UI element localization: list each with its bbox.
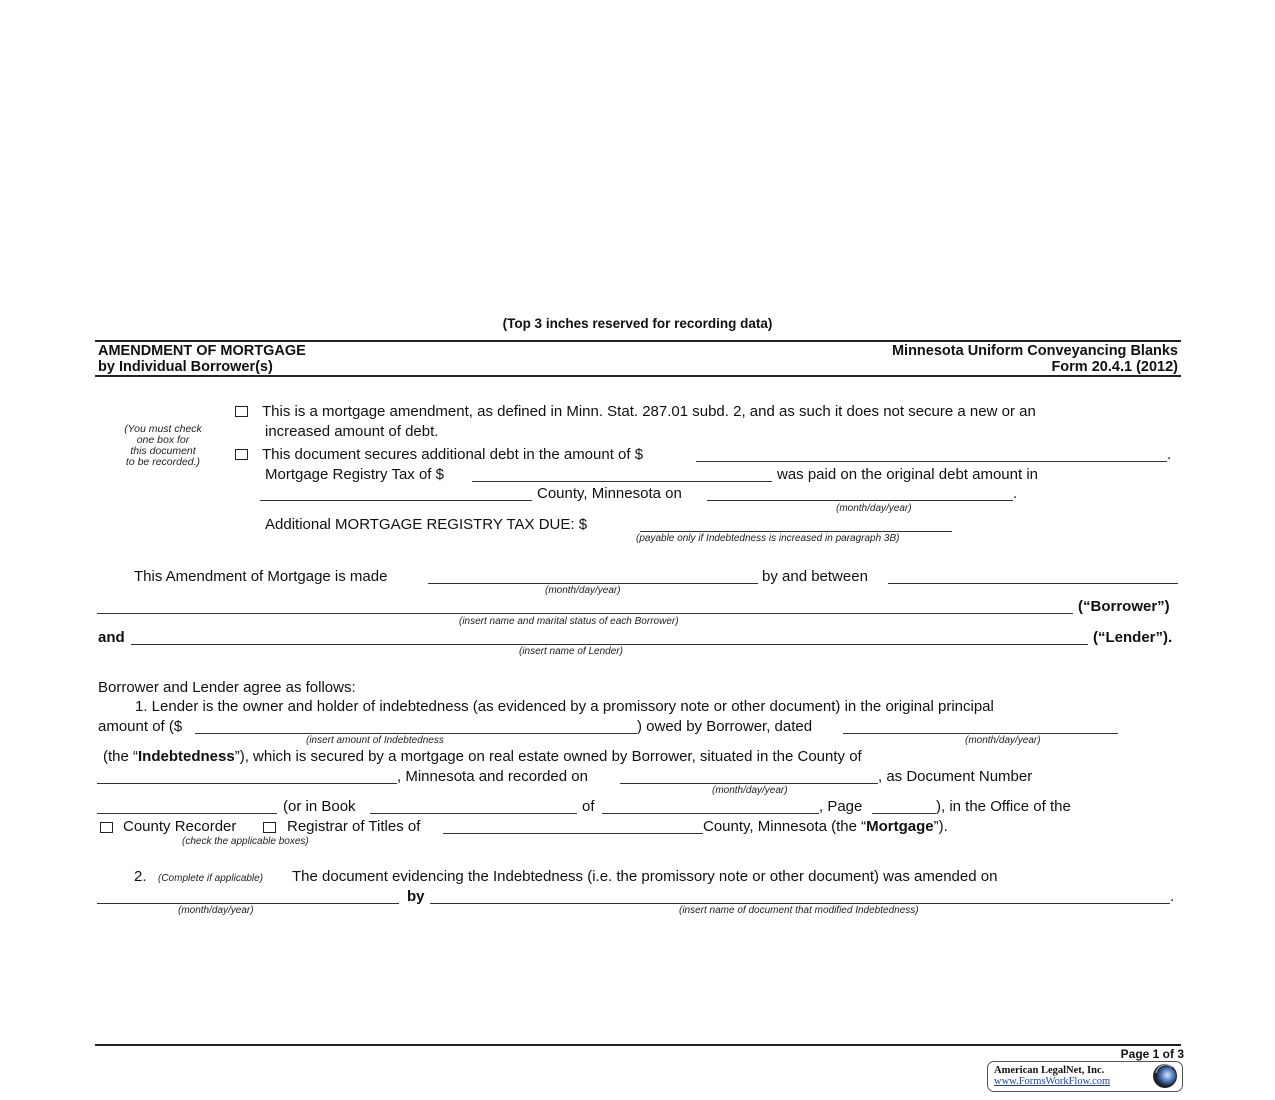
borrower-name-field-1[interactable] [888,583,1178,584]
globe-icon [1150,1063,1180,1089]
book-field[interactable] [370,813,577,814]
amendment-doc-date-field[interactable] [97,903,399,904]
mortgage-amendment-checkbox[interactable] [235,406,248,417]
original-date-field[interactable] [707,500,1013,501]
registry-tax-amount-field[interactable] [472,481,772,482]
document-number-field[interactable] [97,813,277,814]
book-of-field[interactable] [602,813,819,814]
lender-name-field[interactable] [131,644,1088,645]
additional-debt-checkbox[interactable] [235,449,248,460]
registry-tax-label: Mortgage Registry Tax of $ [265,466,444,483]
indebtedness-amount-field[interactable] [195,733,637,734]
indebtedness-date-field[interactable] [843,733,1118,734]
company-name: American LegalNet, Inc. [994,1065,1105,1076]
recording-note: (Top 3 inches reserved for recording data) [502,316,773,331]
tax-due-field[interactable] [640,531,952,532]
original-county-field[interactable] [260,500,532,501]
publisher-name: Minnesota Uniform Conveyancing Blanks [891,343,1178,359]
header-top-rule [95,340,1181,342]
amendment-date-field[interactable] [428,583,758,584]
paragraph-1-line3: (the “Indebtedness”), which is secured by a mortgage on real estate owned by Borrower, situated in the County of [103,748,862,765]
paragraph-2-text: The document evidencing the Indebtedness (i.e. the promissory note or other document) was amended on [292,868,998,885]
registrar-county-field[interactable] [443,833,703,834]
additional-debt-amount-field[interactable] [696,461,1167,462]
check-instruction: (You must check one box for this document to be recorded.) [124,423,202,468]
borrower-name-field-2[interactable] [97,613,1073,614]
option1-text-line1: This is a mortgage amendment, as defined in Minn. Stat. 287.01 subd. 2, and as such it does not secure a new or an [262,403,1036,420]
company-url-link[interactable]: www.FormsWorkFlow.com [994,1076,1111,1087]
page-number: Page 1 of 3 [1120,1047,1184,1061]
form-number: Form 20.4.1 (2012) [1051,359,1178,375]
form-title: AMENDMENT OF MORTGAGE [98,343,306,359]
tax-due-label: Additional MORTGAGE REGISTRY TAX DUE: $ [265,516,588,533]
registrar-of-titles-checkbox[interactable] [263,822,276,833]
mortgage-county-field[interactable] [97,783,397,784]
american-legalnet-logo[interactable] [987,1061,1183,1092]
footer-rule [95,1044,1181,1046]
recorded-date-field[interactable] [620,783,878,784]
page-field[interactable] [872,813,936,814]
county-recorder-checkbox[interactable] [100,822,113,833]
paragraph-1-line1: 1. Lender is the owner and holder of indebtedness (as evidenced by a promissory note or other document) in the original principal [135,698,994,715]
paragraph-1-line6: County, Minnesota (the “Mortgage”). [703,818,948,835]
option2-text-line1: This document secures additional debt in the amount of $ [262,446,644,463]
form-subtitle: by Individual Borrower(s) [98,359,273,375]
option1-text-line2: increased amount of debt. [265,423,439,440]
amendment-doc-name-field[interactable] [430,903,1170,904]
